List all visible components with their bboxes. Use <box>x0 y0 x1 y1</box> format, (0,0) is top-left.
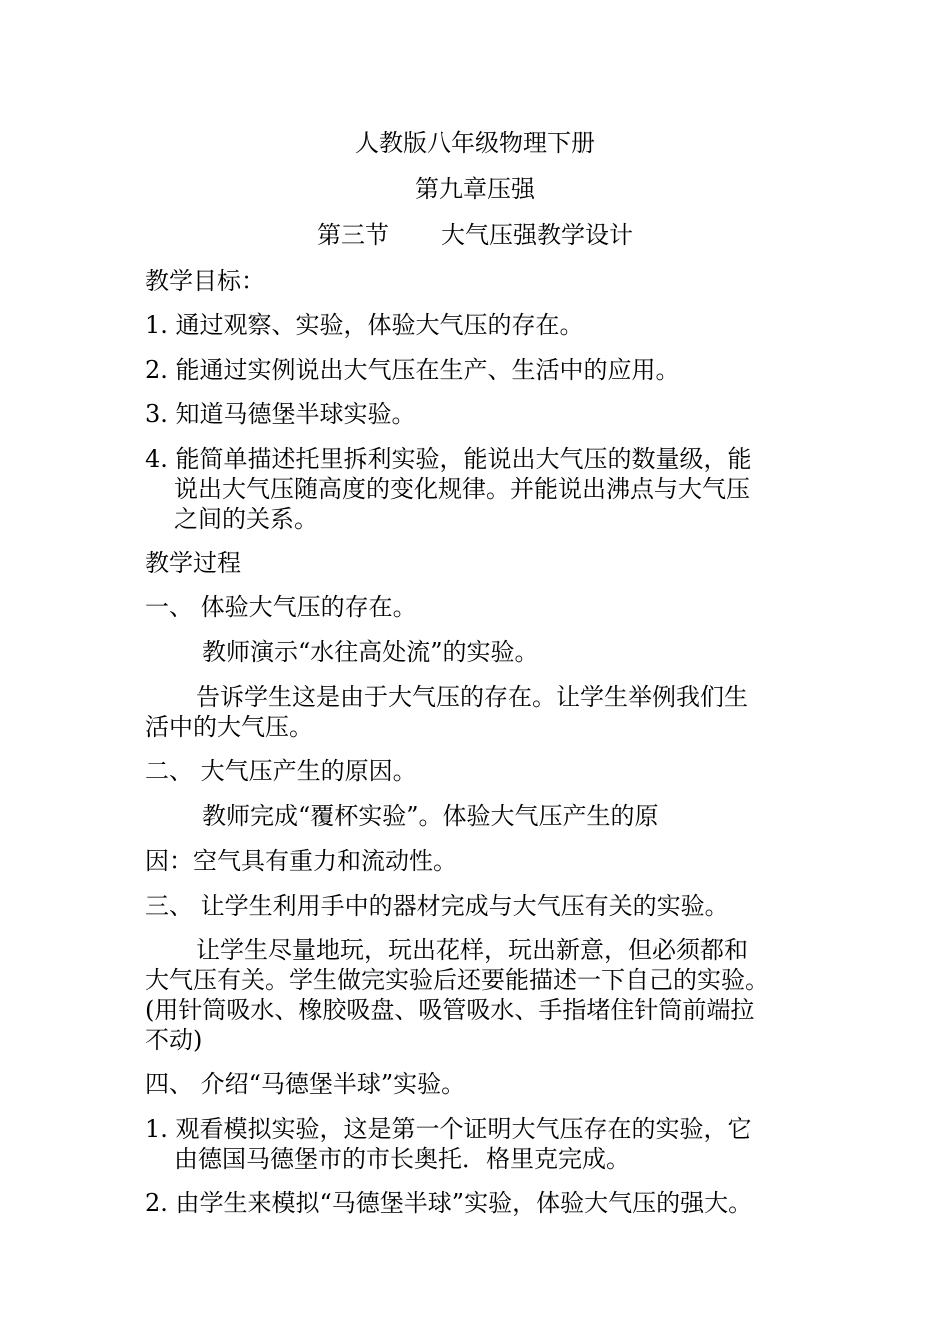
section-1-paragraph-2-line-2: 活中的大气压。 <box>145 713 313 741</box>
objective-item-4-line-1: 4. 能简单描述托里拆利实验，能说出大气压的数量级，能 <box>145 445 752 473</box>
section-2-heading: 二、 大气压产生的原因。 <box>145 757 417 785</box>
section-1-paragraph-2-line-1: 告诉学生这是由于大气压的存在。让学生举例我们生 <box>196 683 748 711</box>
section-3-paragraph-line-4: 不动) <box>145 1026 203 1054</box>
objectives-heading: 教学目标： <box>145 267 265 295</box>
section-3-paragraph-line-1: 让学生尽量地玩，玩出花样，玩出新意，但必须都和 <box>196 936 748 964</box>
objective-item-2: 2. 能通过实例说出大气压在生产、生活中的应用。 <box>145 356 680 384</box>
section-3-paragraph-line-2: 大气压有关。学生做完实验后还要能描述一下自己的实验。 <box>145 966 769 994</box>
section-3-heading: 三、 让学生利用手中的器材完成与大气压有关的实验。 <box>145 892 729 920</box>
objective-item-4-line-3: 之间的关系。 <box>174 505 318 533</box>
objective-item-1: 1. 通过观察、实验，体验大气压的存在。 <box>145 311 584 339</box>
section-4-item-1-line-2: 由德国马德堡市的市长奥托．格里克完成。 <box>174 1145 630 1173</box>
section-4-heading: 四、 介绍“马德堡半球”实验。 <box>145 1070 466 1098</box>
section-2-paragraph-line-2: 因：空气具有重力和流动性。 <box>145 847 457 875</box>
document-title: 人教版八年级物理下册 <box>355 129 595 157</box>
section-name: 大气压强教学设计 <box>441 221 633 249</box>
section-title <box>145 220 805 250</box>
section-1-heading: 一、 体验大气压的存在。 <box>145 593 417 621</box>
section-4-item-2: 2. 由学生来模拟“马德堡半球”实验，体验大气压的强大。 <box>145 1189 753 1217</box>
section-2-paragraph-line-1: 教师完成“覆杯实验”。体验大气压产生的原 <box>202 802 659 830</box>
objective-item-4-line-2: 说出大气压随高度的变化规律。并能说出沸点与大气压 <box>174 475 750 503</box>
process-heading: 教学过程 <box>145 549 241 577</box>
section-4-item-1-line-1: 1. 观看模拟实验，这是第一个证明大气压存在的实验，它 <box>145 1115 752 1143</box>
section-3-paragraph-line-3: (用针筒吸水、橡胶吸盘、吸管吸水、手指堵住针筒前端拉 <box>145 996 755 1024</box>
section-1-paragraph-1: 教师演示“水往高处流”的实验。 <box>202 638 539 666</box>
objective-item-3: 3. 知道马德堡半球实验。 <box>145 400 416 428</box>
chapter-title: 第九章压强 <box>415 175 535 203</box>
section-number: 第三节 <box>317 221 389 249</box>
